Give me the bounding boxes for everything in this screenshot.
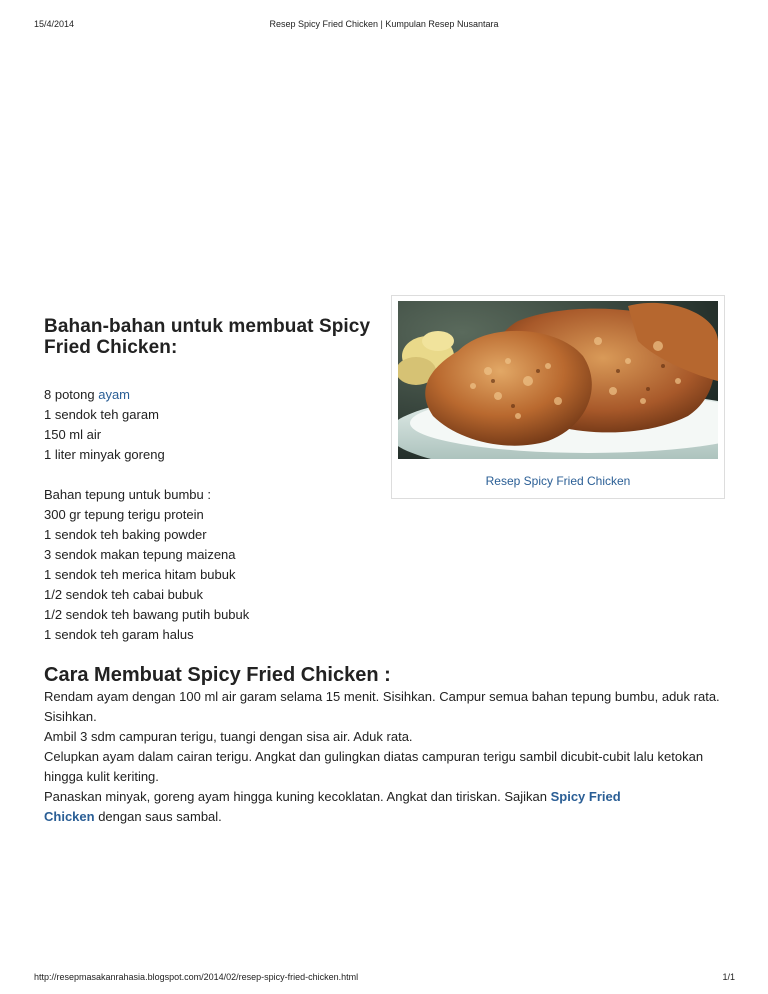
ingredients-heading: Bahan-bahan untuk membuat Spicy Fried Chicken: [44,316,371,358]
spicy-fried-chicken-link[interactable]: Spicy Fried [550,789,621,804]
step-line: Sisihkan. [44,709,97,724]
print-footer [0,968,768,994]
ingredient-line: 1 liter minyak goreng [44,447,165,462]
ingredient-line: 1 sendok teh baking powder [44,527,207,542]
ingredient-line: 1 sendok teh garam [44,407,159,422]
step-line: Rendam ayam dengan 100 ml air garam selama 15 menit. Sisihkan. Campur semua bahan tepung bumbu, aduk rata. [44,689,720,704]
ingredient-line: 1/2 sendok teh bawang putih bubuk [44,607,250,622]
ingredient-line: 1/2 sendok teh cabai bubuk [44,587,204,602]
page-number: 1/1 [722,972,735,982]
steps-heading: Cara Membuat Spicy Fried Chicken : [44,664,391,686]
ingredient-line: 300 gr tepung terigu protein [44,507,204,522]
recipe-content [44,316,744,827]
step-line: Celupkan ayam dalam cairan terigu. Angkat dan gulingkan diatas campuran terigu sambil dicubit-cubit lalu ketokan [44,749,704,764]
image-caption-link[interactable]: Resep Spicy Fried Chicken [485,474,631,488]
ingredient-line: 1 sendok teh garam halus [44,627,194,642]
flour-label: Bahan tepung untuk bumbu : [44,487,211,502]
chicken-link[interactable]: Chicken [44,809,95,824]
flour-ingredients-list [44,485,744,645]
step-line: hingga kulit keriting. [44,769,159,784]
step-line: Ambil 3 sdm campuran terigu, tuangi dengan sisa air. Aduk rata. [44,729,413,744]
ingredient-line: 150 ml air [44,427,102,442]
print-date: 15/4/2014 [34,19,75,29]
ayam-link[interactable]: ayam [98,387,131,402]
print-header [0,0,768,30]
print-page-title: Resep Spicy Fried Chicken | Kumpulan Resep Nusantara [269,19,499,29]
ingredient-line: 3 sendok makan tepung maizena [44,547,236,562]
step-line: Chicken dengan saus sambal. [44,809,222,824]
ingredient-line: 8 potong ayam [44,387,131,402]
steps-text [44,687,744,827]
step-line: Panaskan minyak, goreng ayam hingga kuning kecoklatan. Angkat dan tiriskan. Sajikan Spicy Fried [44,789,621,804]
print-url: http://resepmasakanrahasia.blogspot.com/2014/02/resep-spicy-fried-chicken.html [34,972,359,982]
ingredient-line: 1 sendok teh merica hitam bubuk [44,567,236,582]
main-ingredients-list [44,385,744,465]
